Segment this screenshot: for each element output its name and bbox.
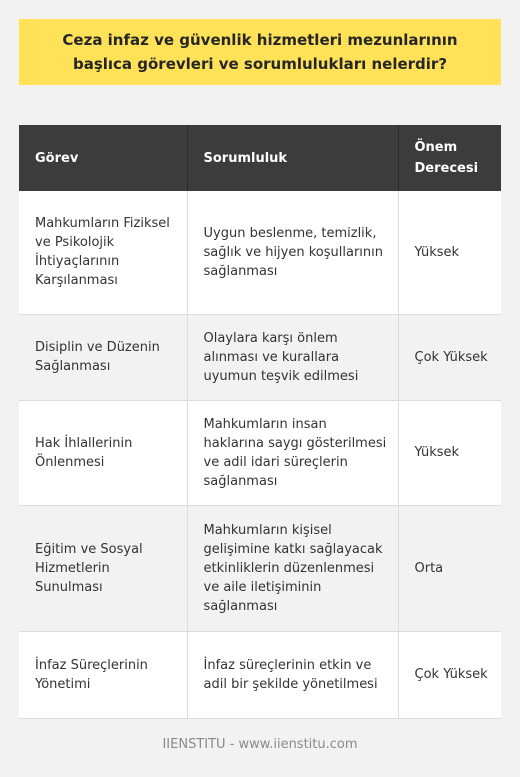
column-header-duty: Görev <box>19 125 187 191</box>
cell-responsibility: Mahkumların kişisel gelişimine katkı sağlayacak etkinliklerin düzenlenmesi ve aile iletişiminin sağlanması <box>187 505 398 631</box>
cell-importance: Orta <box>398 505 501 631</box>
column-header-importance: Önem Derecesi <box>398 125 501 191</box>
cell-responsibility: Mahkumların insan haklarına saygı gösterilmesi ve adil idari süreçlerin sağlanması <box>187 400 398 505</box>
cell-duty: İnfaz Süreçlerinin Yönetimi <box>19 631 187 718</box>
responsibilities-table <box>19 125 501 719</box>
cell-importance: Çok Yüksek <box>398 631 501 718</box>
cell-importance: Yüksek <box>398 191 501 314</box>
table-row <box>19 400 501 505</box>
cell-importance: Yüksek <box>398 400 501 505</box>
title-banner <box>19 19 501 85</box>
cell-duty: Disiplin ve Düzenin Sağlanması <box>19 314 187 400</box>
cell-duty: Eğitim ve Sosyal Hizmetlerin Sunulması <box>19 505 187 631</box>
table-header-row <box>19 125 501 191</box>
cell-responsibility: Uygun beslenme, temizlik, sağlık ve hijyen koşullarının sağlanması <box>187 191 398 314</box>
cell-importance: Çok Yüksek <box>398 314 501 400</box>
page-title: Ceza infaz ve güvenlik hizmetleri mezunlarının başlıca görevleri ve sorumlulukları nelerdir? <box>62 31 458 73</box>
cell-responsibility: Olaylara karşı önlem alınması ve kurallara uyumun teşvik edilmesi <box>187 314 398 400</box>
cell-duty: Mahkumların Fiziksel ve Psikolojik İhtiyaçlarının Karşılanması <box>19 191 187 314</box>
table-row <box>19 314 501 400</box>
column-header-responsibility: Sorumluluk <box>187 125 398 191</box>
cell-responsibility: İnfaz süreçlerinin etkin ve adil bir şekilde yönetilmesi <box>187 631 398 718</box>
table-row <box>19 631 501 718</box>
footer-credit: IIENSTITU - www.iienstitu.com <box>162 737 358 752</box>
table-row <box>19 505 501 631</box>
cell-duty: Hak İhlallerinin Önlenmesi <box>19 400 187 505</box>
table-row <box>19 191 501 314</box>
